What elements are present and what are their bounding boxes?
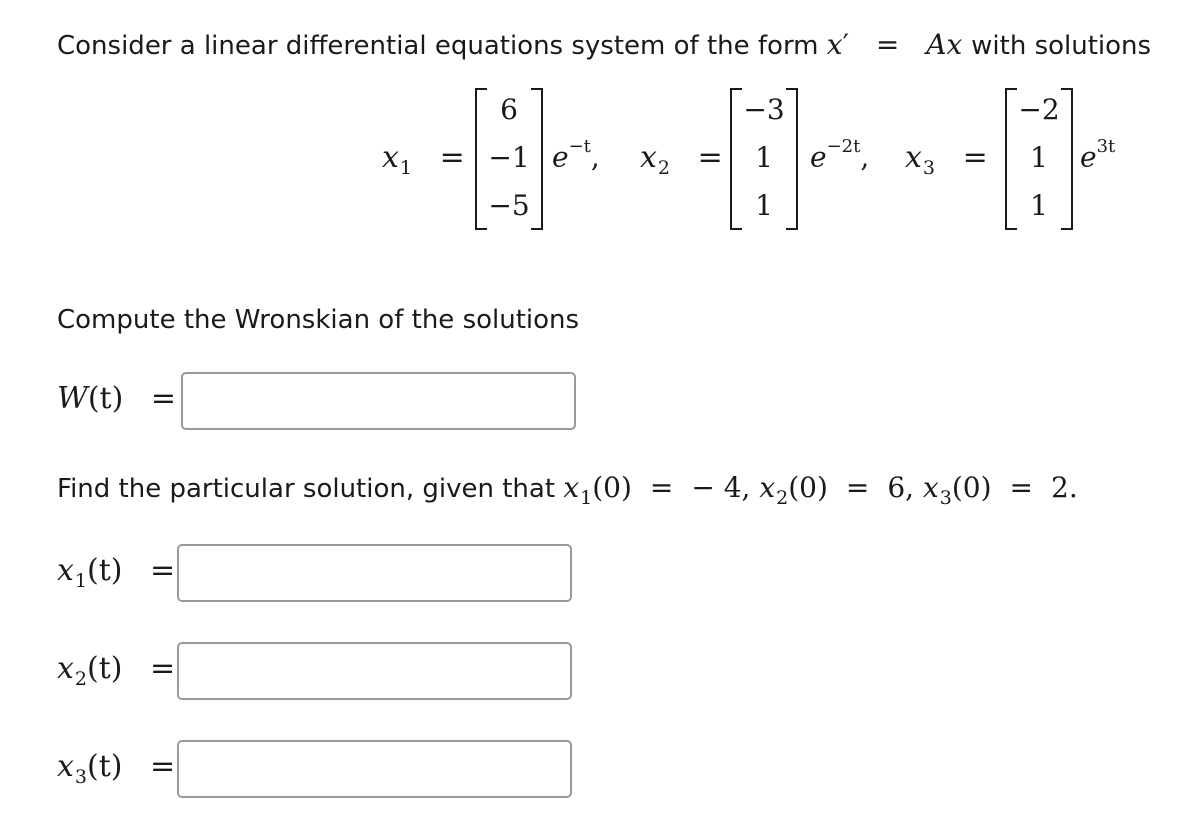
x1-vector <box>475 88 543 228</box>
x2-answer-label: $x_2(t)$ = <box>57 651 176 690</box>
x2-entry: 1 <box>755 189 773 222</box>
x2-entry: 1 <box>755 141 773 174</box>
x3-entry: 1 <box>1030 141 1048 174</box>
x1-entry: −5 <box>488 189 530 222</box>
x2-entry: −3 <box>743 93 785 126</box>
x2-answer-input[interactable] <box>177 642 572 700</box>
x1-label: $x_1$ = <box>382 140 465 179</box>
system-equation: x′ = Ax <box>826 28 963 61</box>
wronskian-input[interactable] <box>181 372 576 430</box>
x1-entry: −1 <box>488 141 530 174</box>
x3-vector <box>1005 88 1073 228</box>
x1-answer-label: $x_1(t)$ = <box>57 553 176 592</box>
x3-entry: −2 <box>1018 93 1060 126</box>
particular-line <box>57 471 1078 509</box>
x2-exponential: $e^{-2t}$, <box>810 136 870 174</box>
x3-entry: 1 <box>1030 189 1048 222</box>
x3-answer-label: $x_3(t)$ = <box>57 749 176 788</box>
intro-tail: with solutions <box>971 31 1152 61</box>
initial-condition: $x_3(0) = 2$. <box>922 471 1078 509</box>
x1-answer-input[interactable] <box>177 544 572 602</box>
initial-conditions <box>563 471 1078 509</box>
wronskian-prompt: Compute the Wronskian of the solutions <box>57 305 580 335</box>
initial-condition: $x_1(0)$ = − 4, <box>563 471 751 509</box>
initial-condition: $x_2(0) = 6$, <box>759 471 915 509</box>
particular-prompt: Find the particular solution, given that <box>57 474 556 504</box>
intro-line <box>57 28 1151 61</box>
intro-text: Consider a linear differential equations system of the form <box>57 31 819 61</box>
x3-label: $x_3$ = <box>905 140 988 179</box>
wronskian-label: W(t) = <box>57 381 176 416</box>
x3-answer-input[interactable] <box>177 740 572 798</box>
x3-exponential: $e^{3t}$ <box>1080 136 1116 174</box>
x2-vector <box>730 88 798 228</box>
x2-label: $x_2$ = <box>640 140 723 179</box>
x1-exponential: $e^{-t}$, <box>552 136 600 174</box>
x1-entry: 6 <box>500 93 518 126</box>
